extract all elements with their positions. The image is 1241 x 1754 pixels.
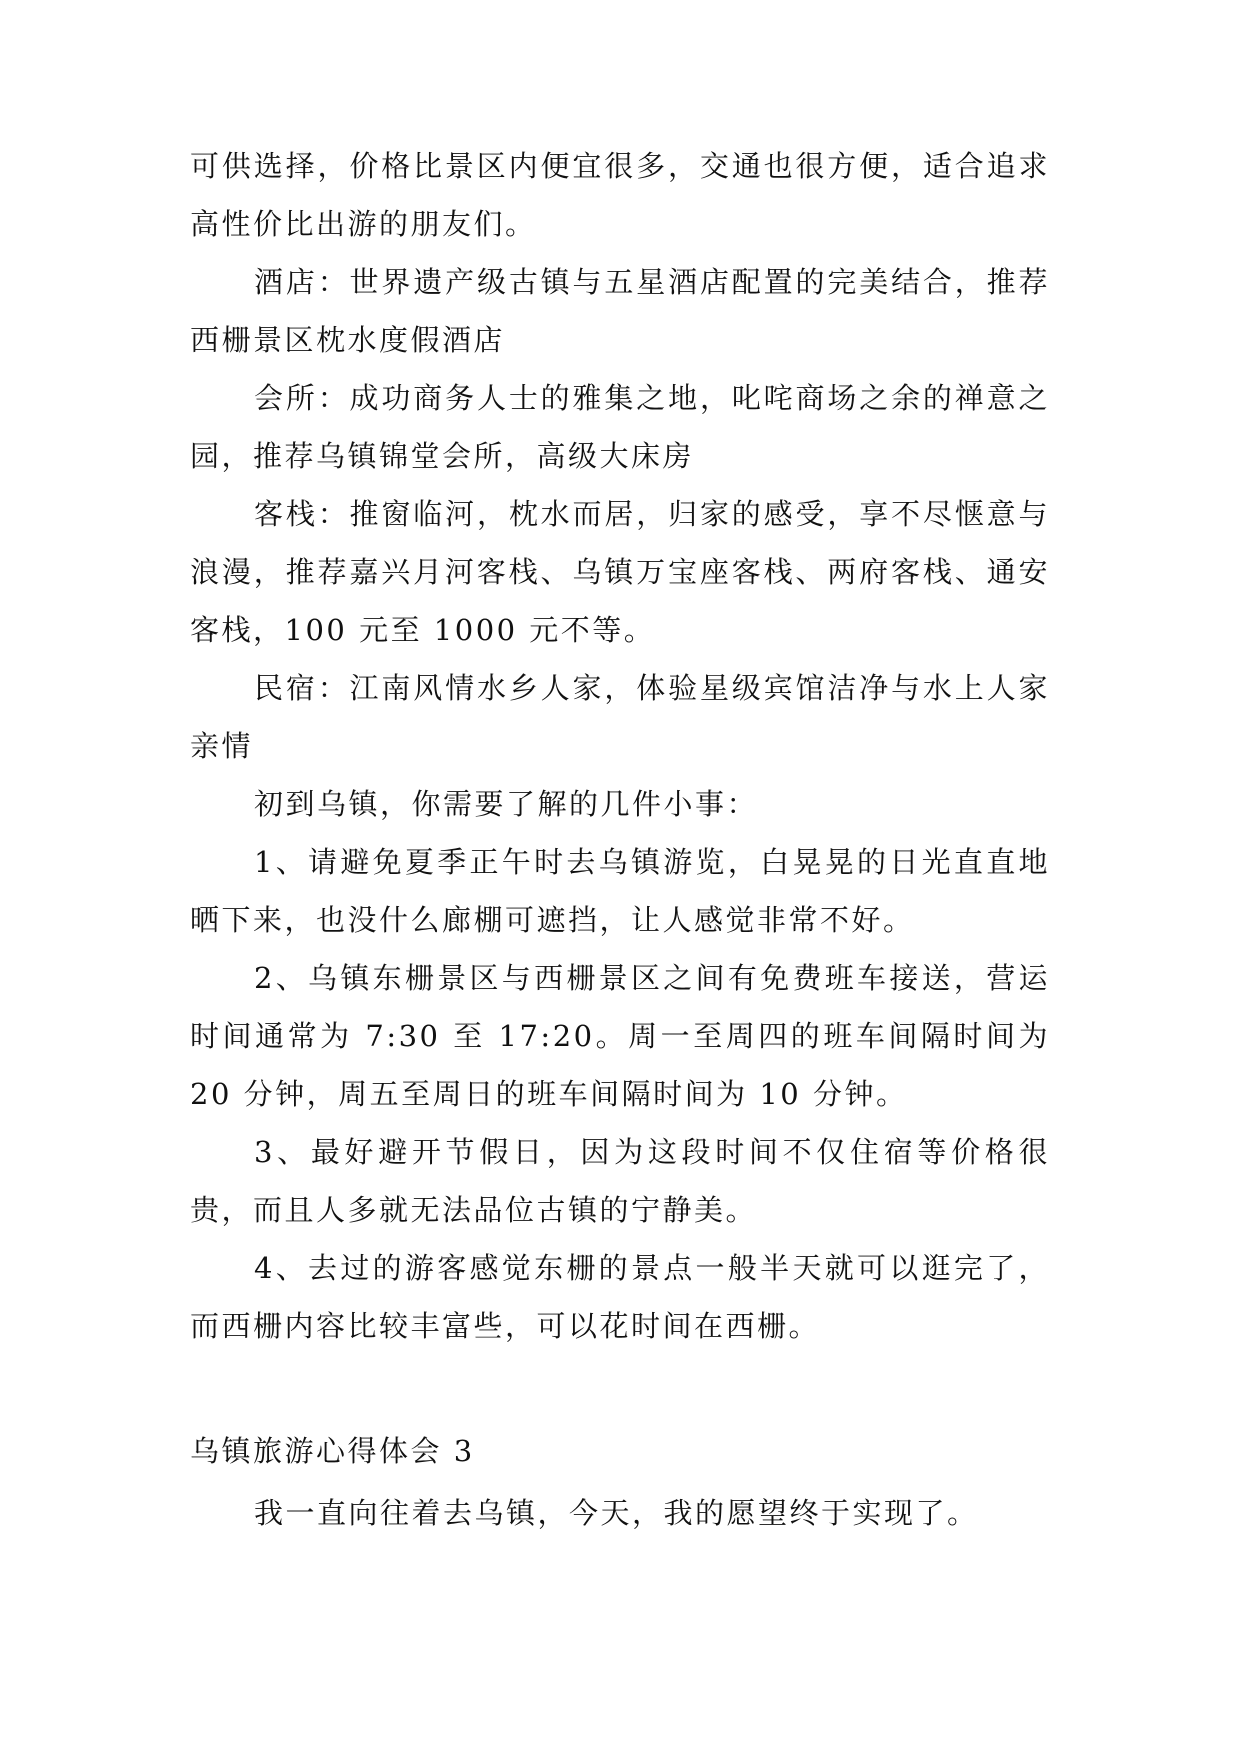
section-heading: 乌镇旅游心得体会 3 [190, 1434, 475, 1468]
section-3 [190, 1422, 1050, 1542]
paragraph-inn: 客栈：推窗临河，枕水而居，归家的感受，享不尽惬意与浪漫，推荐嘉兴月河客栈、乌镇万宝座客栈、两府客栈、通安客栈，100 元至 1000 元不等。 [190, 497, 1050, 647]
paragraph: 可供选择，价格比景区内便宜很多，交通也很方便，适合追求高性价比出游的朋友们。 [190, 149, 1050, 241]
paragraph-club: 会所：成功商务人士的雅集之地，叱咤商场之余的禅意之园，推荐乌镇锦堂会所，高级大床房 [190, 381, 1050, 473]
paragraph-tip-3: 3、最好避开节假日，因为这段时间不仅住宿等价格很贵，而且人多就无法品位古镇的宁静美。 [190, 1135, 1050, 1227]
paragraph-tip-2: 2、乌镇东栅景区与西栅景区之间有免费班车接送，营运时间通常为 7:30 至 17:20。周一至周四的班车间隔时间为 20 分钟，周五至周日的班车间隔时间为 10 分钟。 [190, 961, 1050, 1111]
body-text-top [190, 137, 1050, 1355]
paragraph-section-3-intro: 我一直向往着去乌镇，今天，我的愿望终于实现了。 [254, 1496, 979, 1530]
paragraph-tips-intro: 初到乌镇，你需要了解的几件小事： [254, 787, 759, 821]
paragraph-hotel: 酒店：世界遗产级古镇与五星酒店配置的完美结合，推荐西栅景区枕水度假酒店 [190, 265, 1050, 357]
paragraph-tip-1: 1、请避免夏季正午时去乌镇游览，白晃晃的日光直直地晒下来，也没什么廊棚可遮挡，让人感觉非常不好。 [190, 845, 1050, 937]
paragraph-homestay: 民宿：江南风情水乡人家，体验星级宾馆洁净与水上人家亲情 [190, 671, 1050, 763]
paragraph-tip-4: 4、去过的游客感觉东栅的景点一般半天就可以逛完了，而西栅内容比较丰富些，可以花时间在西栅。 [190, 1251, 1050, 1343]
